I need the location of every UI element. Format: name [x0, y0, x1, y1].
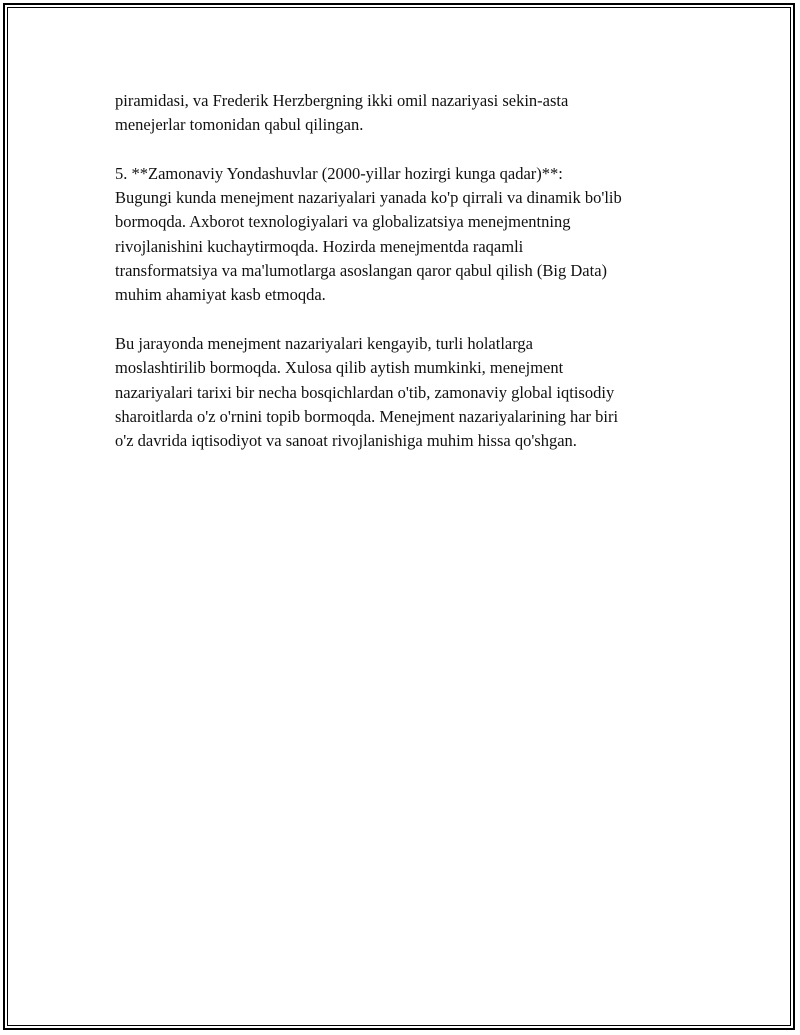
paragraph-continuation: piramidasi, va Frederik Herzbergning ikki omil nazariyasi sekin-asta menejerlar tomonidan qabul qilingan.	[115, 91, 569, 135]
document-body	[115, 89, 675, 478]
paragraph-modern-approaches: 5. **Zamonaviy Yondashuvlar (2000-yillar hozirgi kunga qadar)**: Bugungi kunda menejment nazariyalari yanada ko'p qirrali va dinamik bo'lib bormoqda. Axborot texnologiyalari va globalizatsiya menejmentning rivojlanishini kuchaytirmoqda. Hozirda menejmentda raqamli transformatsiya va ma'lumotlarga asoslangan qaror qabul qilish (Big Data) muhim ahamiyat kasb etmoqda.	[115, 163, 622, 305]
paragraph-conclusion: Bu jarayonda menejment nazariyalari kengayib, turli holatlarga moslashtirilib bormoqda. Xulosa qilib aytish mumkinki, menejment nazariyalari tarixi bir necha bosqichlardan o'tib, zamonaviy global iqtisodiy sharoitlarda o'z o'rnini topib bormoqda. Menejment nazariyalarining har biri o'z davrida iqtisodiyot va sanoat rivojlanishiga muhim hissa qo'shgan.	[115, 333, 619, 451]
